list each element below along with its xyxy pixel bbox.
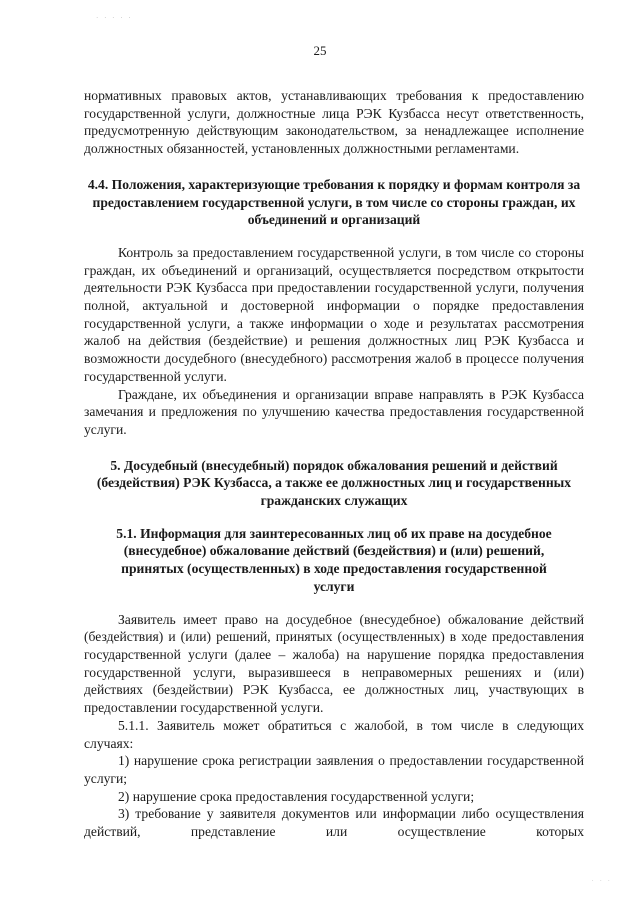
page-number: 25 [313,43,327,58]
list-item-3: 3) требование у заявителя документов или информации либо осуществления действий, представление или осуществление которых [84,806,584,840]
list-item-1: 1) нарушение срока регистрации заявления о предоставлении государственной услуги; [84,753,584,786]
document-body [84,87,584,841]
scan-corner-mark-bottom: · · · [591,877,612,885]
section-5-1-heading: 5.1. Информация для заинтересованных лиц об их праве на досудебное (внесудебное) обжалование действий (бездействия) и (или) решений, принятых (осуществленных) в ходе предоставления государственной услуги [116,525,552,594]
section-4-4-paragraph: Граждане, их объединения и организации вправе направлять в РЭК Кузбасса замечания и предложения по улучшению качества предоставления государственной услуги. [84,386,584,437]
section-5-heading: 5. Досудебный (внесудебный) порядок обжалования решений и действий (бездействия) РЭК Кузбасса, а также ее должностных лиц и государственных гражданских служащих [96,457,572,509]
scan-corner-mark-top: · · · · · [96,14,133,22]
list-item-2: 2) нарушение срока предоставления государственной услуги; [118,788,475,804]
section-5-1-paragraph: Заявитель имеет право на досудебное (внесудебное) обжалование действий (бездействия) и (или) решений, принятых (осуществленных) в ходе предоставления государственной услуги (далее – жалоба) на нарушение порядка предоставления государственной услуги, выразившееся в неправомерных решениях и (или) действиях (бездействии) РЭК Кузбасса, ее должностных лиц, участвующих в предоставлении государственной услуги. [84,611,584,716]
section-4-4-heading: 4.4. Положения, характеризующие требования к порядку и формам контроля за предоставлением государственной услуги, в том числе со стороны граждан, их объединений и организаций [87,176,581,228]
intro-paragraph: нормативных правовых актов, устанавливающих требования к предоставлению государственной услуги, должностные лица РЭК Кузбасса несут ответственность, предусмотренную действующим законодательством, за ненадлежащее исполнение должностных обязанностей, установленных должностными регламентами. [84,88,584,157]
section-4-4-paragraph: Контроль за предоставлением государственной услуги, в том числе со стороны граждан, их объединений и организаций, осуществляется посредством открытости деятельности РЭК Кузбасса при предоставлении государственной услуги, получения полной, актуальной и достоверной информации о порядке предоставления государственной услуги, а также информации о ходе и результатах рассмотрения жалоб на действия (бездействие) и решения должностных лиц РЭК Кузбасса и возможности досудебного (внесудебного) рассмотрения жалоб в процессе получения государственной услуги. [84,244,584,384]
section-5-1-1-paragraph: 5.1.1. Заявитель может обратиться с жалобой, в том числе в следующих случаях: [84,717,584,751]
